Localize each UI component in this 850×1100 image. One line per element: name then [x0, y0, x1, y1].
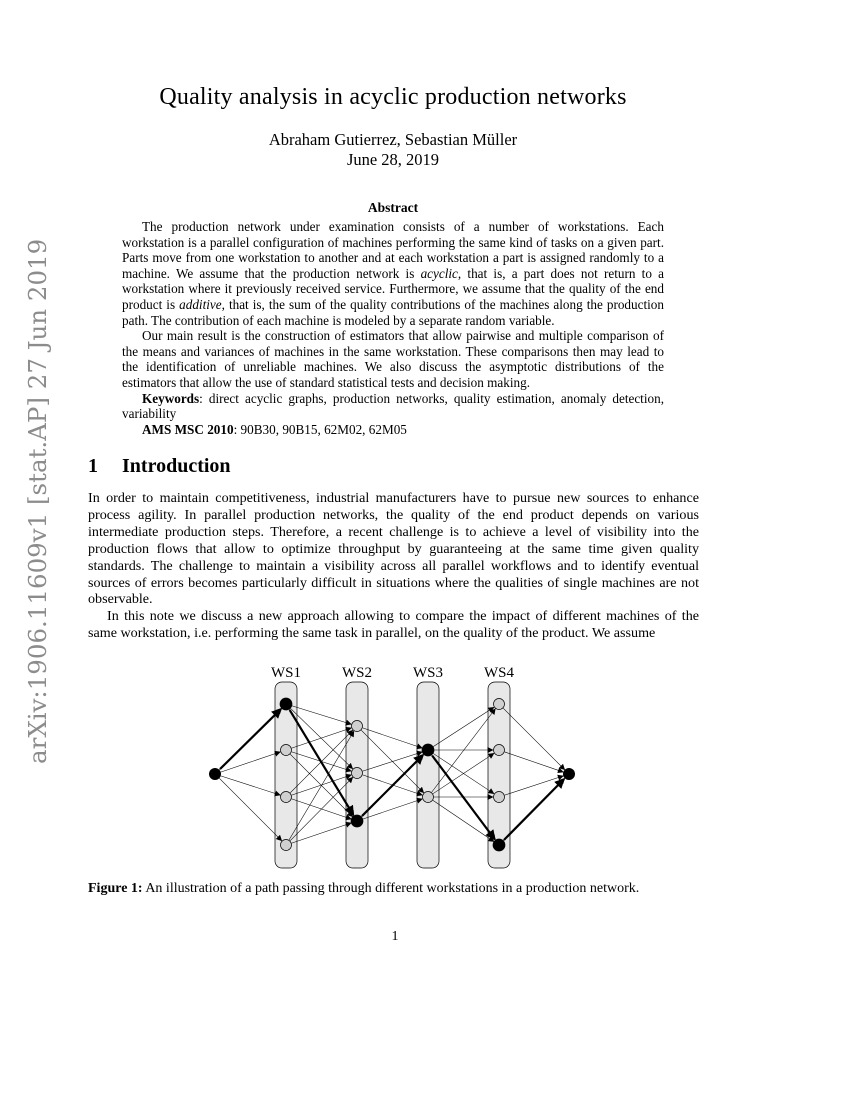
abstract-text: , that is, a part does not return to a workstation where it previously received service. Furthermore, we assume that the quality of the end product is: [122, 265, 664, 312]
network-edge: [505, 776, 564, 795]
caption-label: Figure 1:: [88, 881, 143, 896]
path-machine-node: [493, 839, 505, 851]
network-edge: [289, 731, 354, 840]
network-edge: [292, 728, 352, 748]
workstation-label: WS2: [342, 665, 372, 681]
path-edge: [362, 755, 423, 816]
machine-node: [352, 721, 363, 732]
keywords-text: : direct acyclic graphs, production networks, quality estimation, anomaly detection, variability: [122, 390, 664, 422]
authors: Abraham Gutierrez, Sebastian Müller: [268, 130, 518, 149]
path-machine-node: [351, 815, 363, 827]
workstation-label: WS1: [271, 665, 301, 681]
section-heading: [88, 455, 708, 478]
network-edge: [292, 706, 352, 724]
abstract-emphasis: acyclic: [420, 265, 458, 281]
network-edge: [221, 776, 281, 795]
network-edge: [432, 709, 496, 792]
author-block: [110, 130, 676, 170]
workstation-box: [417, 682, 439, 868]
network-edge: [221, 752, 281, 772]
figure-caption: [88, 881, 708, 897]
path-machine-node: [280, 698, 292, 710]
machine-node: [352, 768, 363, 779]
machine-node: [494, 792, 505, 803]
abstract-paragraph-2: Our main result is the construction of estimators that allow pairwise and multiple comparison of the means and variances of machines in the same workstation. These comparisons then may lead to the identification of unreliable machines. We also discuss the asymptotic distributions of the estimators that allow the use of standard statistical tests and decision making.: [122, 328, 664, 390]
msc-text: : 90B30, 90B15, 62M02, 62M05: [233, 421, 407, 437]
abstract: [122, 219, 664, 437]
path-edge: [290, 710, 354, 815]
paper-title: Quality analysis in acyclic production networks: [159, 84, 627, 110]
network-edge: [290, 777, 353, 840]
intro-paragraph-2: In this note we discuss a new approach allowing to compare the impact of different machines of the same workstation, i.e. performing the same task in parallel, on the quality of the product. We assume: [88, 608, 699, 642]
intro-paragraph-1: In order to maintain competitiveness, industrial manufacturers have to pursue new sources to enhance process agility. In parallel production networks, the quality of the end product depends on various intermediate production steps. Therefore, a recent challenge is to achieve a level of visibility into the production flows that allow to optimize throughput by guaranteeing at the same time given quality standards. The challenge to maintain a visibility across all parallel workflows and to identify eventual sources of errors becomes particularly difficult in situations where the qualities of single machines are not observable.: [88, 490, 699, 608]
section-title: Introduction: [122, 455, 231, 477]
path-edge: [504, 779, 564, 840]
machine-node: [281, 840, 292, 851]
network-edge: [290, 708, 352, 769]
machine-node: [423, 792, 434, 803]
keywords: [122, 391, 664, 422]
machine-node: [494, 699, 505, 710]
sink-node: [563, 768, 575, 780]
network-edge: [503, 708, 565, 770]
machine-node: [281, 792, 292, 803]
msc-codes: [122, 422, 664, 438]
intro-body: [88, 490, 699, 642]
network-edge: [505, 752, 564, 772]
network-edge: [219, 778, 282, 841]
path-machine-node: [422, 744, 434, 756]
machine-node: [494, 745, 505, 756]
keywords-label: Keywords: [142, 390, 200, 406]
msc-label: AMS MSC 2010: [142, 421, 234, 437]
path-edge: [432, 756, 495, 840]
abstract-text: The production network under examination consists of a number of workstations. Each workstation is a parallel configuration of machines performing the same kind of tasks on a given part. Parts move from one workstation to another and at each workstation a part is assigned randomly to a machine. We assume that the production network is: [122, 219, 664, 281]
source-node: [209, 768, 221, 780]
abstract-heading: Abstract: [367, 200, 419, 215]
page-number: 1: [391, 929, 399, 944]
network-edge: [433, 800, 494, 841]
network-edge: [363, 728, 423, 748]
abstract-text: , that is, the sum of the quality contributions of the machines along the production path. The contribution of each machine is modeled by a separate random variable.: [122, 296, 664, 328]
network-edge: [363, 799, 423, 819]
figure-1: [196, 658, 586, 874]
machine-node: [281, 745, 292, 756]
network-edge: [292, 823, 352, 843]
abstract-paragraph-1: [122, 219, 664, 328]
network-diagram: [196, 658, 586, 874]
date: June 28, 2019: [346, 150, 440, 169]
workstation-label: WS3: [413, 665, 443, 681]
network-edge: [363, 752, 423, 771]
section-number: 1: [88, 455, 98, 477]
workstation-label: WS4: [484, 665, 514, 681]
caption-text: An illustration of a path passing through different workstations in a production network.: [145, 881, 640, 896]
path-edge: [220, 709, 281, 769]
arxiv-stamp: arXiv:1906.11609v1 [stat.AP] 27 Jun 2019: [23, 238, 52, 764]
arxiv-stamp-container: [16, 238, 60, 764]
network-edge: [433, 707, 494, 746]
abstract-emphasis: additive: [179, 296, 222, 312]
